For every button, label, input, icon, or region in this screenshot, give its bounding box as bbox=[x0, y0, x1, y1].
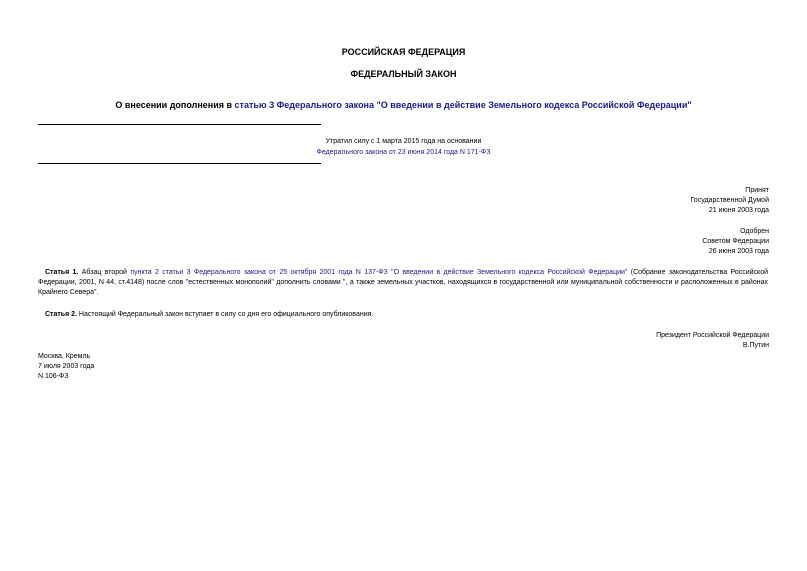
bottom-divider bbox=[38, 163, 321, 164]
notice-link[interactable]: Федерального закона от 23 июня 2014 года N 171-ФЗ bbox=[316, 149, 491, 156]
law-title bbox=[0, 100, 807, 110]
approved-line: Советом Федерации bbox=[702, 238, 769, 245]
footer-block bbox=[38, 352, 94, 382]
article-2-label: Статья 2. bbox=[45, 311, 77, 318]
footer-date: 7 июля 2003 года bbox=[38, 363, 95, 370]
article-1-label: Статья 1. bbox=[45, 269, 79, 276]
country-heading: РОССИЙСКАЯ ФЕДЕРАЦИЯ bbox=[341, 47, 466, 57]
accepted-line: 21 июня 2003 года bbox=[708, 207, 769, 214]
article-2 bbox=[38, 310, 768, 320]
notice-line: Утратил силу с 1 марта 2015 года на основании bbox=[325, 138, 482, 145]
footer-number: N 106-ФЗ bbox=[38, 373, 69, 380]
article-1-link[interactable]: пункта 2 статьи 3 Федерального закона от 25 октября 2001 года N 137-ФЗ "О введении в действие Земельного кодекса Российской Федерации" bbox=[130, 269, 628, 276]
approved-line: 26 июня 2003 года bbox=[708, 248, 769, 255]
approved-line: Одобрен bbox=[740, 228, 769, 235]
law-title-prefix: О внесении дополнения в bbox=[115, 100, 235, 110]
doc-type-heading: ФЕДЕРАЛЬНЫЙ ЗАКОН bbox=[350, 69, 457, 79]
signature-position: Президент Российской Федерации bbox=[656, 332, 769, 339]
accepted-block bbox=[690, 186, 769, 216]
top-divider bbox=[38, 124, 321, 125]
signature-block bbox=[656, 331, 769, 351]
footer-place: Москва, Кремль bbox=[38, 353, 91, 360]
accepted-line: Принят bbox=[745, 187, 769, 194]
article-2-text: Настоящий Федеральный закон вступает в силу со дня его официального опубликования. bbox=[76, 311, 374, 318]
article-1-text: Абзац второй bbox=[78, 269, 131, 276]
article-1-text-cont: (Собрание законодательства Российской Федерации, 2001, N 44, ст.4148) после слов "естественных монополий" дополнить словами ", а также земельных участков, находящихся в государственной или муниципальной собственности и расположенных в районах Крайнего Севера". bbox=[38, 269, 768, 296]
accepted-line: Государственной Думой bbox=[690, 197, 769, 204]
article-1 bbox=[38, 268, 768, 298]
signature-name: В.Путин bbox=[742, 342, 769, 349]
law-title-link[interactable]: статью 3 Федерального закона "О введении в действие Земельного кодекса Российской Федерации" bbox=[234, 100, 692, 110]
approved-block bbox=[702, 227, 769, 257]
